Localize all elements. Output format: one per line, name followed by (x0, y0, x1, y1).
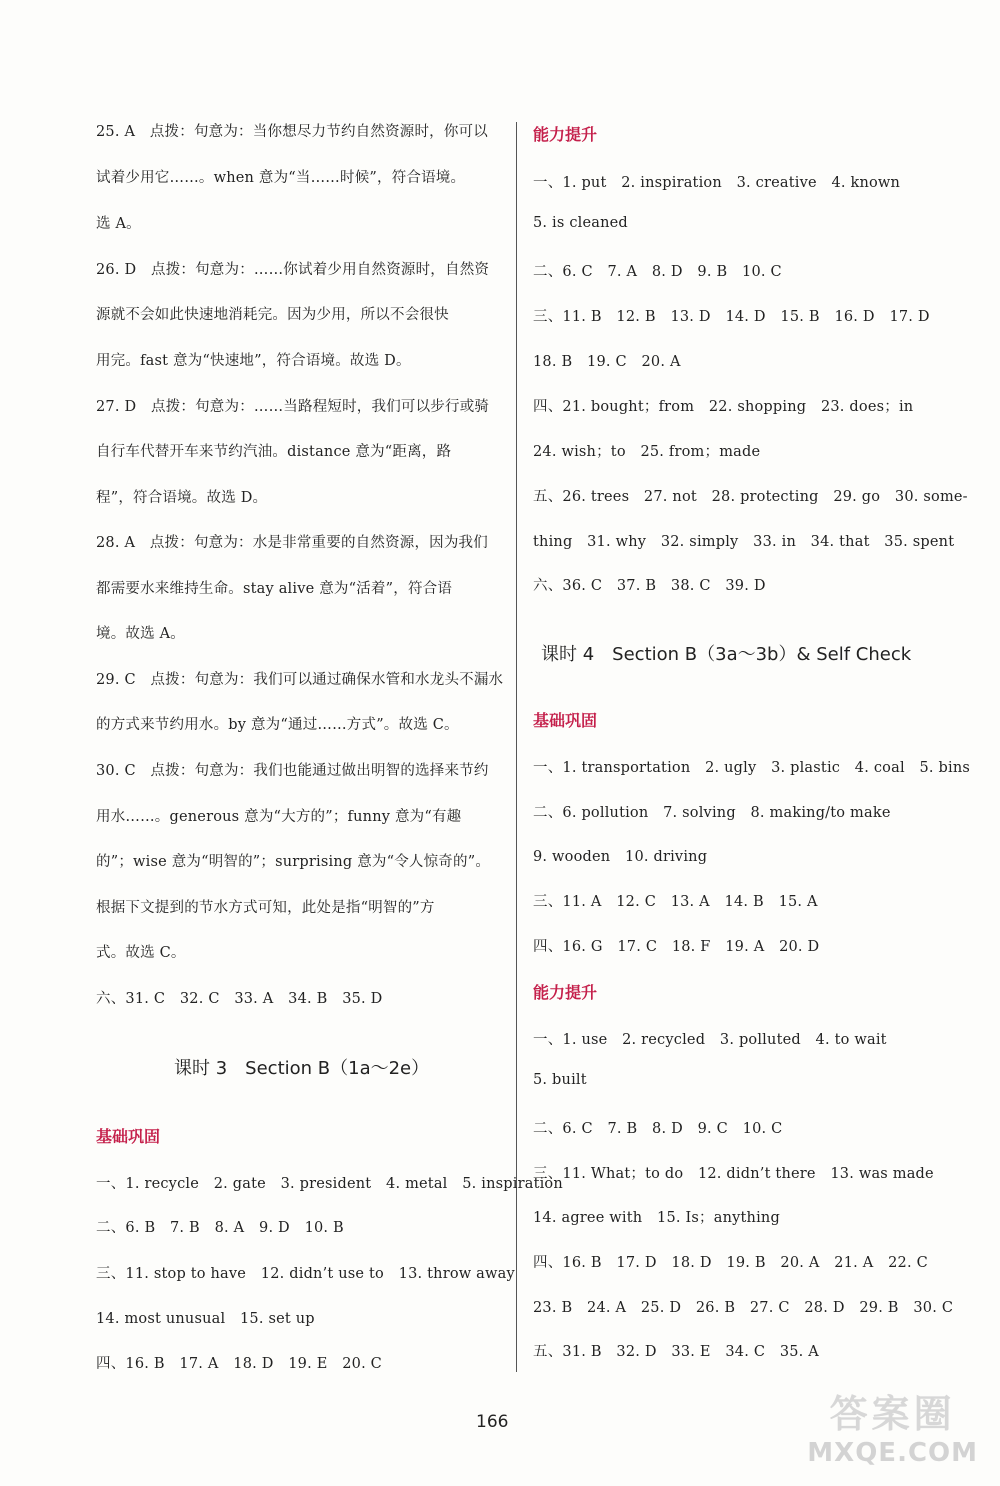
answer-line: 27. D 点拨：句意为：……当路程短时，我们可以步行或骑 (96, 399, 490, 415)
answer-line: 的方式来节约用水。by 意为“通过……方式”。故选 C。 (96, 717, 459, 733)
answer-line: 一、1. recycle 2. gate 3. president 4. metal 5. inspiration (96, 1176, 563, 1192)
answer-line: 14. agree with 15. Is；anything (533, 1210, 780, 1226)
answer-line: 六、31. C 32. C 33. A 34. B 35. D (96, 991, 383, 1007)
answer-line: 一、1. use 2. recycled 3. polluted 4. to wait (533, 1032, 887, 1048)
answer-line: 二、6. pollution 7. solving 8. making/to make (533, 805, 891, 821)
answer-line: 四、16. G 17. C 18. F 19. A 20. D (533, 939, 820, 955)
answer-line: 二、6. B 7. B 8. A 9. D 10. B (96, 1220, 344, 1236)
answer-line: 18. B 19. C 20. A (533, 354, 681, 370)
answer-line: 9. wooden 10. driving (533, 849, 708, 865)
answer-line: 四、16. B 17. A 18. D 19. E 20. C (96, 1356, 382, 1372)
answer-line: 23. B 24. A 25. D 26. B 27. C 28. D 29. B 30. C (533, 1300, 954, 1316)
answer-line: 四、16. B 17. D 18. D 19. B 20. A 21. A 22. C (533, 1255, 928, 1271)
answer-line: 一、1. transportation 2. ugly 3. plastic 4. coal 5. bins (533, 760, 971, 776)
answer-line: 14. most unusual 15. set up (96, 1311, 315, 1327)
answer-line: 二、6. C 7. A 8. D 9. B 10. C (533, 264, 782, 280)
section-title: 课时 4 Section B（3a～3b）& Self Check (541, 644, 912, 665)
answer-line: 25. A 点拨：句意为：当你想尽力节约自然资源时，你可以 (96, 124, 488, 140)
answer-line: 四、21. bought；from 22. shopping 23. does；in (533, 399, 914, 415)
answer-line: 试着少用它……。when 意为“当……时候”，符合语境。 (96, 170, 466, 186)
answer-line: 境。故选 A。 (96, 626, 185, 642)
answer-line: 程”，符合语境。故选 D。 (96, 490, 268, 506)
answer-line: 源就不会如此快速地消耗完。因为少用，所以不会很快 (96, 307, 449, 323)
section-subheading: 基础巩固 (96, 1127, 161, 1146)
answer-line: 30. C 点拨：句意为：我们也能通过做出明智的选择来节约 (96, 763, 489, 779)
answer-line: 26. D 点拨：句意为：……你试着少用自然资源时，自然资 (96, 262, 490, 278)
answer-line: 式。故选 C。 (96, 945, 186, 961)
answer-line: 24. wish；to 25. from；made (533, 444, 761, 460)
answer-line: 自行车代替开车来节约汽油。distance 意为“距离，路 (96, 444, 452, 460)
answer-line: 5. is cleaned (533, 215, 628, 231)
answer-line: 六、36. C 37. B 38. C 39. D (533, 578, 766, 594)
answer-line: 五、26. trees 27. not 28. protecting 29. go 30. some- (533, 489, 968, 505)
answer-line: 29. C 点拨：句意为：我们可以通过确保水管和水龙头不漏水 (96, 672, 504, 688)
answer-line: 三、11. What；to do 12. didn’t there 13. was made (533, 1166, 934, 1182)
answer-line: 的”；wise 意为“明智的”；surprising 意为“令人惊奇的”。 (96, 854, 491, 870)
answer-line: thing 31. why 32. simply 33. in 34. that 35. spent (533, 534, 955, 550)
answer-line: 三、11. B 12. B 13. D 14. D 15. B 16. D 17. D (533, 309, 930, 325)
section-subheading: 能力提升 (533, 125, 598, 144)
answer-line: 二、6. C 7. B 8. D 9. C 10. C (533, 1121, 783, 1137)
watermark-top: 答案圈 (829, 1392, 956, 1436)
answer-line: 用水……。generous 意为“大方的”；funny 意为“有趣 (96, 809, 462, 825)
answer-line: 一、1. put 2. inspiration 3. creative 4. known (533, 175, 901, 191)
watermark-bottom: MXQE.COM (807, 1438, 978, 1468)
answer-line: 选 A。 (96, 216, 141, 232)
answer-line: 都需要水来维持生命。stay alive 意为“活着”，符合语 (96, 581, 453, 597)
section-title: 课时 3 Section B（1a～2e） (174, 1058, 430, 1079)
answer-line: 根据下文提到的节水方式可知，此处是指“明智的”方 (96, 900, 435, 916)
section-subheading: 基础巩固 (533, 711, 598, 730)
answer-line: 三、11. A 12. C 13. A 14. B 15. A (533, 894, 818, 910)
answer-line: 用完。fast 意为“快速地”，符合语境。故选 D。 (96, 353, 411, 369)
answer-line: 5. built (533, 1072, 587, 1088)
answer-line: 五、31. B 32. D 33. E 34. C 35. A (533, 1344, 819, 1360)
answer-line: 28. A 点拨：句意为：水是非常重要的自然资源，因为我们 (96, 535, 488, 551)
answer-line: 三、11. stop to have 12. didn’t use to 13. throw away (96, 1266, 515, 1282)
section-subheading: 能力提升 (533, 983, 598, 1002)
page-number: 166 (476, 1412, 509, 1432)
watermark-logo (807, 1383, 978, 1468)
